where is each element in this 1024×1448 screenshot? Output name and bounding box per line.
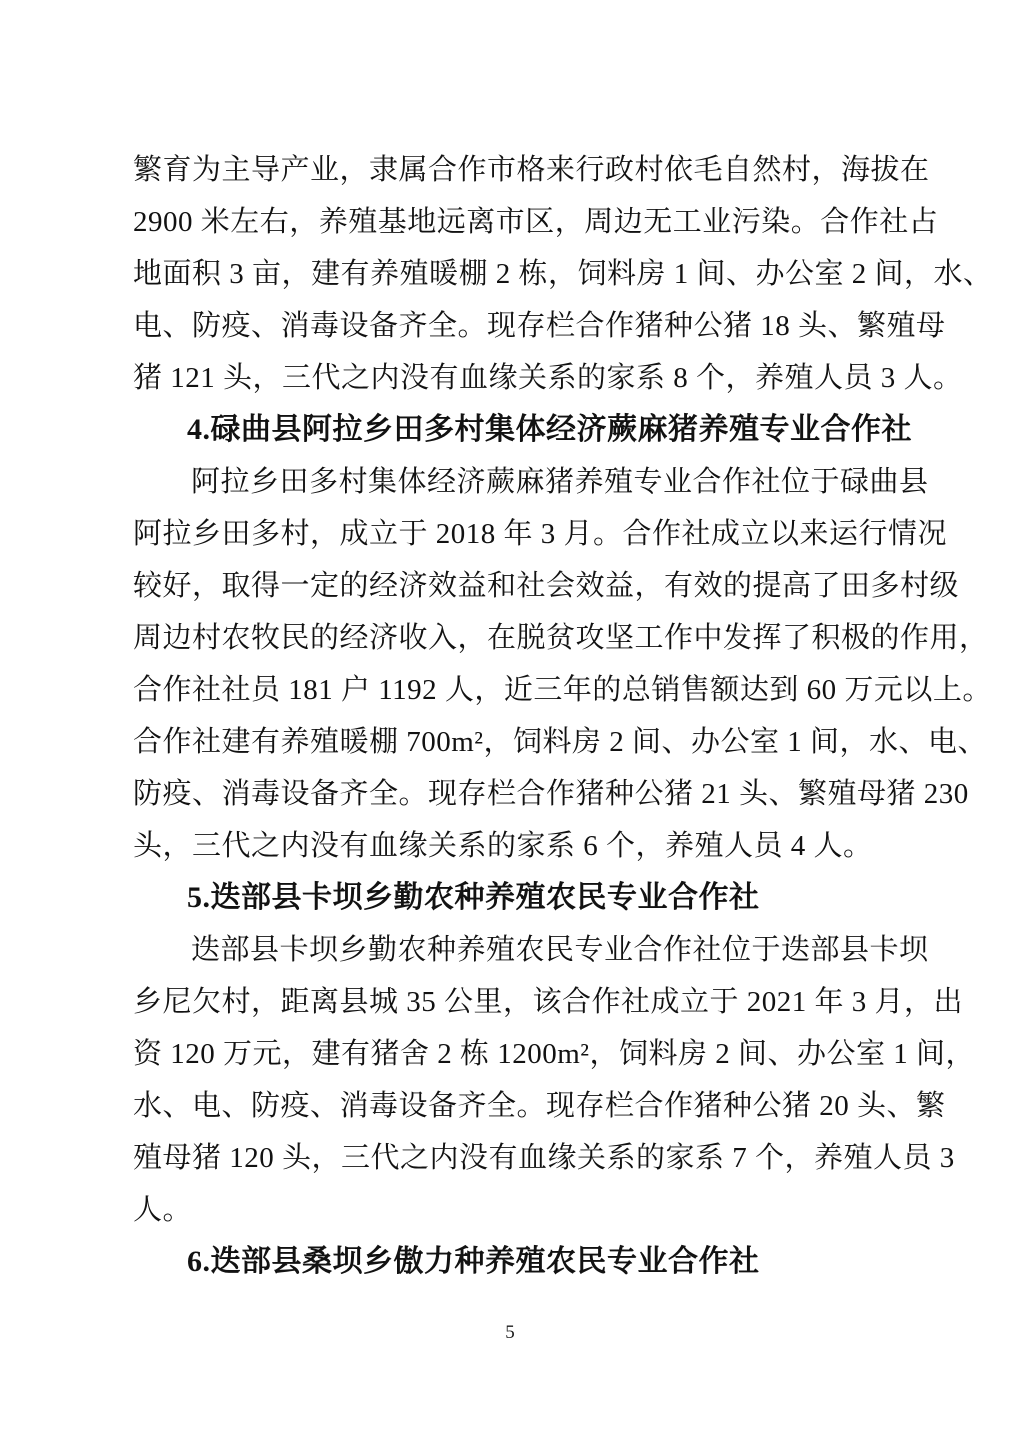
body-line: 水、电、防疫、消毒设备齐全。现存栏合作猪种公猪 20 头、繁 [133,1090,946,1122]
body-line: 2900 米左右，养殖基地远离市区，周边无工业污染。合作社占 [133,206,939,238]
body-line: 防疫、消毒设备齐全。现存栏合作猪种公猪 21 头、繁殖母猪 230 [133,778,969,810]
body-line: 电、防疫、消毒设备齐全。现存栏合作猪种公猪 18 头、繁殖母 [133,310,946,342]
body-line: 迭部县卡坝乡勤农种养殖农民专业合作社位于迭部县卡坝 [191,934,929,966]
body-line: 阿拉乡田多村，成立于 2018 年 3 月。合作社成立以来运行情况 [133,518,948,550]
body-line: 猪 121 头，三代之内没有血缘关系的家系 8 个，养殖人员 3 人。 [133,362,963,394]
page-footer [0,1322,1020,1350]
body-line: 乡尼欠村，距离县城 35 公里，该合作社成立于 2021 年 3 月，出 [133,986,964,1018]
body-line: 地面积 3 亩，建有养殖暖棚 2 栋，饲料房 1 间、办公室 2 间，水、 [133,258,993,290]
body-line: 人。 [133,1194,193,1226]
body-line: 合作社建有养殖暖棚 700m²，饲料房 2 间、办公室 1 间，水、电、 [133,726,988,758]
body-line: 资 120 万元，建有猪舍 2 栋 1200m²，饲料房 2 间、办公室 1 间， [133,1038,976,1070]
page-number: 5 [505,1322,515,1343]
section-heading-5: 5.迭部县卡坝乡勤农种养殖农民专业合作社 [187,881,760,914]
body-line: 较好，取得一定的经济效益和社会效益，有效的提高了田多村级 [133,570,960,602]
body-line: 周边村农牧民的经济收入，在脱贫攻坚工作中发挥了积极的作用， [133,622,989,654]
section-heading-6: 6.迭部县桑坝乡傲力种养殖农民专业合作社 [187,1245,760,1278]
section-heading-4: 4.碌曲县阿拉乡田多村集体经济蕨麻猪养殖专业合作社 [187,413,912,446]
body-line: 殖母猪 120 头，三代之内没有血缘关系的家系 7 个，养殖人员 3 [133,1142,955,1174]
text-block [133,144,993,1288]
body-line: 合作社社员 181 户 1192 人，近三年的总销售额达到 60 万元以上。 [133,674,992,706]
body-line: 阿拉乡田多村集体经济蕨麻猪养殖专业合作社位于碌曲县 [191,466,929,498]
body-line: 繁育为主导产业，隶属合作市格来行政村依毛自然村，海拔在 [133,154,930,186]
body-line: 头，三代之内没有血缘关系的家系 6 个，养殖人员 4 人。 [133,830,873,862]
